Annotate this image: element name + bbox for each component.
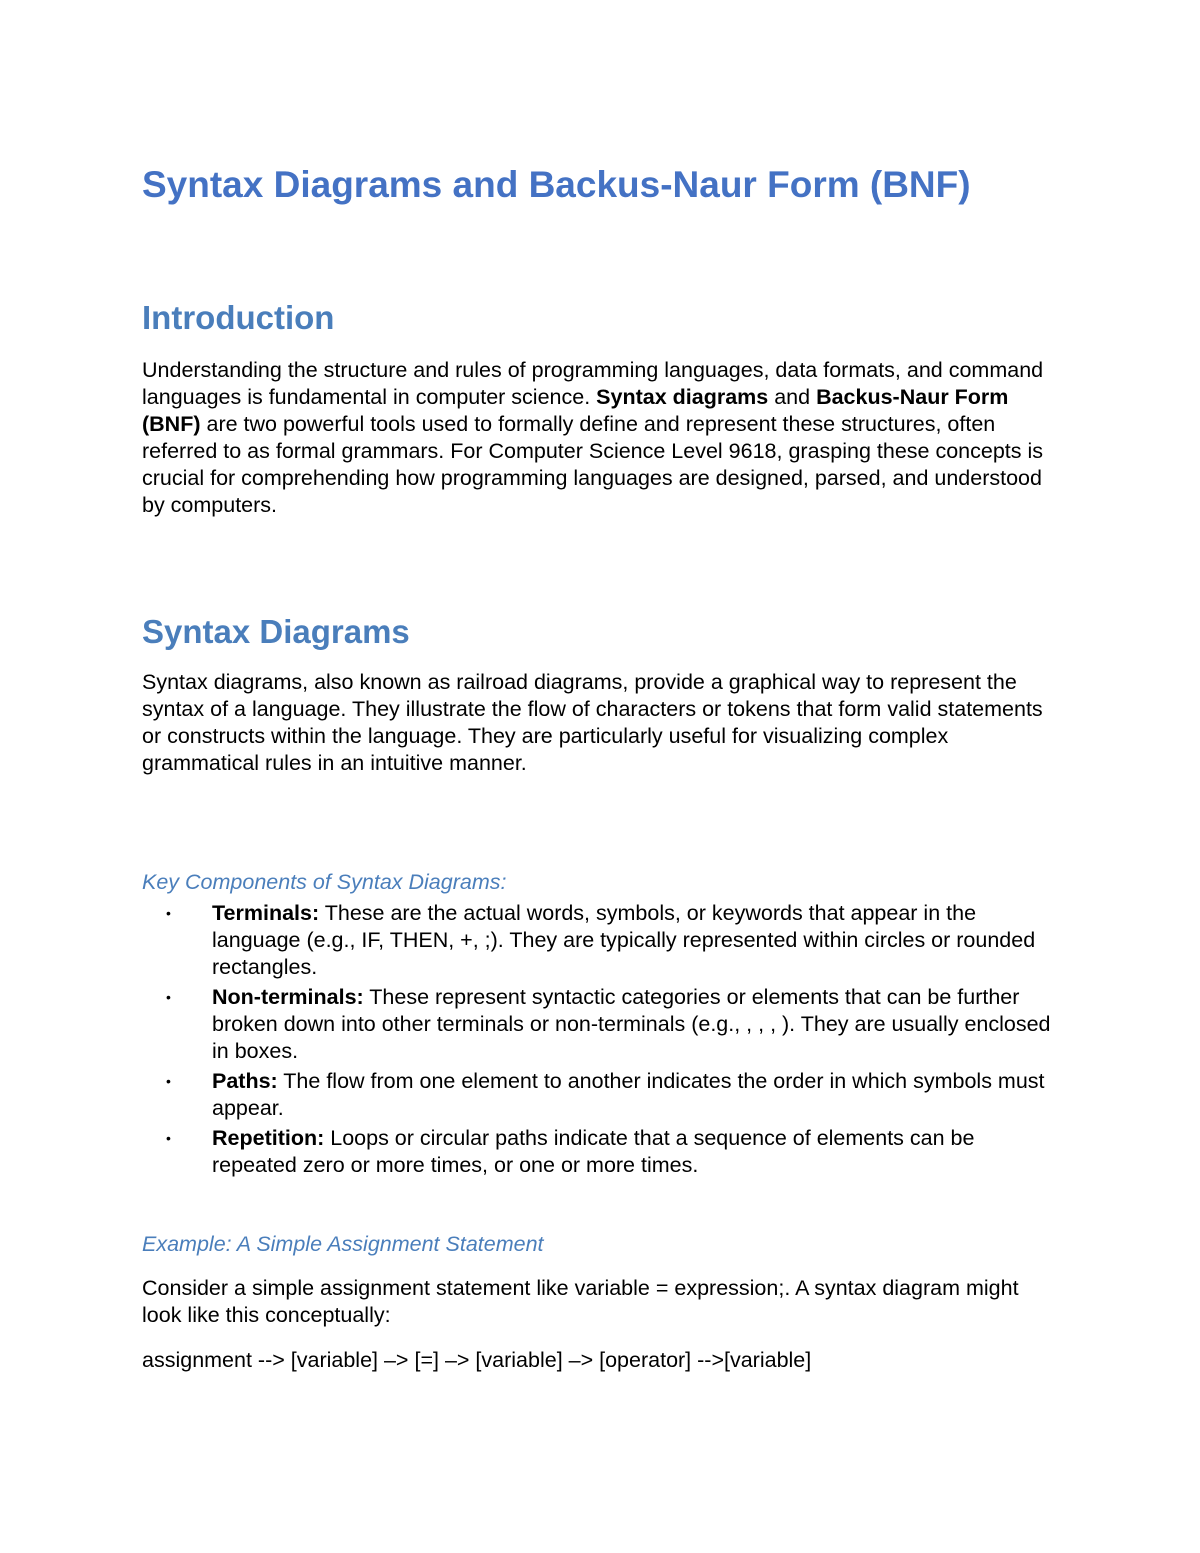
intro-bold-syntax-diagrams: Syntax diagrams bbox=[596, 385, 769, 409]
component-term: Paths: bbox=[212, 1069, 278, 1093]
bullet-icon: • bbox=[166, 1073, 171, 1089]
list-item bbox=[142, 900, 1062, 981]
bullet-icon: • bbox=[166, 905, 171, 921]
component-term: Non-terminals: bbox=[212, 985, 364, 1009]
list-item bbox=[142, 1125, 1062, 1179]
intro-text-1: Understanding the structure and rules of programming languages, data formats, and command languages is fundamental in computer science. bbox=[142, 358, 1044, 409]
component-text: Loops or circular paths indicate that a sequence of elements can be repeated zero or more times, or one or more times. bbox=[212, 1126, 975, 1177]
key-components-heading: Key Components of Syntax Diagrams: bbox=[142, 870, 507, 894]
list-item bbox=[142, 1068, 1062, 1122]
example-diagram-line: assignment --> [variable] –> [=] –> [variable] –> [operator] -->[variable] bbox=[142, 1348, 812, 1372]
introduction-paragraph bbox=[142, 357, 1062, 519]
example-heading: Example: A Simple Assignment Statement bbox=[142, 1232, 544, 1256]
intro-text-2: and bbox=[768, 385, 817, 409]
introduction-heading: Introduction bbox=[142, 299, 335, 336]
intro-bold-bnf: Backus-Naur Form (BNF) bbox=[142, 385, 1009, 436]
component-text: These represent syntactic categories or elements that can be further broken down into other terminals or non-terminals (e.g., , , , ). They are usually enclosed in boxes. bbox=[212, 985, 1051, 1063]
components-list bbox=[142, 900, 1062, 1182]
bullet-icon: • bbox=[166, 1130, 171, 1146]
component-text: The flow from one element to another indicates the order in which symbols must appear. bbox=[212, 1069, 1045, 1120]
syntax-diagrams-heading: Syntax Diagrams bbox=[142, 613, 410, 650]
component-term: Repetition: bbox=[212, 1126, 325, 1150]
component-term: Terminals: bbox=[212, 901, 320, 925]
list-item bbox=[142, 984, 1062, 1065]
document-title: Syntax Diagrams and Backus-Naur Form (BNF) bbox=[142, 164, 971, 205]
bullet-icon: • bbox=[166, 989, 171, 1005]
intro-text-3: are two powerful tools used to formally define and represent these structures, often referred to as formal grammars. For Computer Science Level 9618, grasping these concepts is crucial for comprehending how programming languages are designed, parsed, and understood by computers. bbox=[142, 412, 1044, 517]
example-paragraph: Consider a simple assignment statement like variable = expression;. A syntax diagram might look like this conceptually: bbox=[142, 1276, 1019, 1327]
syntax-diagrams-paragraph: Syntax diagrams, also known as railroad diagrams, provide a graphical way to represent the syntax of a language. They illustrate the flow of characters or tokens that form valid statements or constructs within the language. They are particularly useful for visualizing complex grammatical rules in an intuitive manner. bbox=[142, 670, 1043, 775]
component-text: These are the actual words, symbols, or keywords that appear in the language (e.g., IF, THEN, +, ;). They are typically represented within circles or rounded rectangles. bbox=[212, 901, 1036, 979]
